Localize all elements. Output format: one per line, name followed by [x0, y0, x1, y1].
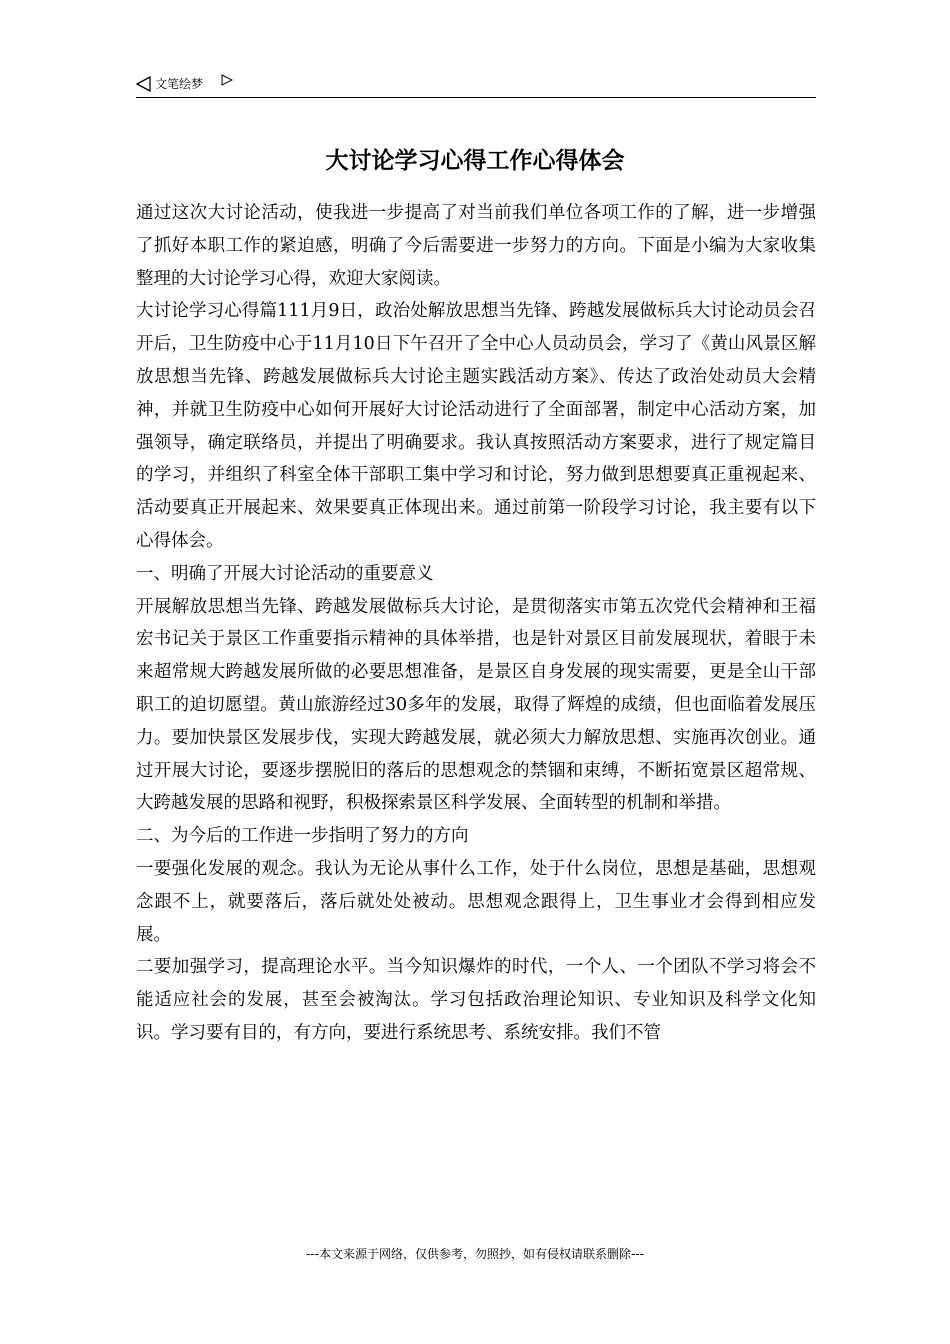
document-title: 大讨论学习心得工作心得体会 — [325, 148, 625, 174]
header-brand: 文笔绘梦 — [155, 77, 204, 91]
section-heading: 一、明确了开展大讨论活动的重要意义 — [136, 563, 434, 584]
paragraph: 一要强化发展的观念。我认为无论从事什么工作，处于什么岗位，思想是基础，思想观念跟不上，就要落后，落后就处处被动。思想观念跟得上，卫生事业才会得到相应发展。 — [136, 858, 816, 945]
page-footer-disclaimer: ---本文来源于网络，仅供参考，勿照抄，如有侵权请联系删除--- — [306, 1247, 644, 1261]
triangle-right-icon — [221, 74, 233, 86]
section-heading: 二、为今后的工作进一步指明了努力的方向 — [136, 826, 469, 847]
page-header — [136, 72, 816, 98]
document-body — [136, 197, 816, 1050]
paragraph: 大讨论学习心得篇111月9日，政治处解放思想当先锋、跨越发展做标兵大讨论动员会召开后，卫生防疫中心于11月10日下午召开了全中心人员动员会，学习了《黄山风景区解放思想当先锋、跨越发展做标兵大讨论主题实践活动方案》、传达了政治处动员大会精神，并就卫生防疫中心如何开展好大讨论活动进行了全面部署，制定中心活动方案，加强领导，确定联络员，并提出了明确要求。我认真按照活动方案要求，进行了规定篇目的学习，并组织了科室全体干部职工集中学习和讨论，努力做到思想要真正重视起来、活动要真正开展起来、效果要真正体现出来。通过前第一阶段学习讨论，我主要有以下心得体会。 — [136, 301, 816, 551]
paragraph: 开展解放思想当先锋、跨越发展做标兵大讨论，是贯彻落实市第五次党代会精神和王福宏书记关于景区工作重要指示精神的具体举措，也是针对景区目前发展现状，着眼于未来超常规大跨越发展所做的必要思想准备，是景区自身发展的现实需要，更是全山干部职工的迫切愿望。黄山旅游经过30多年的发展，取得了辉煌的成绩，但也面临着发展压力。要加快景区发展步伐，实现大跨越发展，就必须大力解放思想、实施再次创业。通过开展大讨论，要逐步摆脱旧的落后的思想观念的禁锢和束缚，不断拓宽景区超常规、大跨越发展的思路和视野，积极探索景区科学发展、全面转型的机制和举措。 — [136, 596, 816, 814]
paragraph: 二要加强学习，提高理论水平。当今知识爆炸的时代，一个人、一个团队不学习将会不能适应社会的发展，甚至会被淘汰。学习包括政治理论知识、专业知识及科学文化知识。学习要有目的，有方向，要进行系统思考、系统安排。我们不管 — [136, 957, 816, 1043]
triangle-left-icon — [136, 76, 152, 92]
paragraph-intro: 通过这次大讨论活动，使我进一步提高了对当前我们单位各项工作的了解，进一步增强了抓好本职工作的紧迫感，明确了今后需要进一步努力的方向。下面是小编为大家收集整理的大讨论学习心得，欢迎大家阅读。 — [136, 203, 816, 289]
